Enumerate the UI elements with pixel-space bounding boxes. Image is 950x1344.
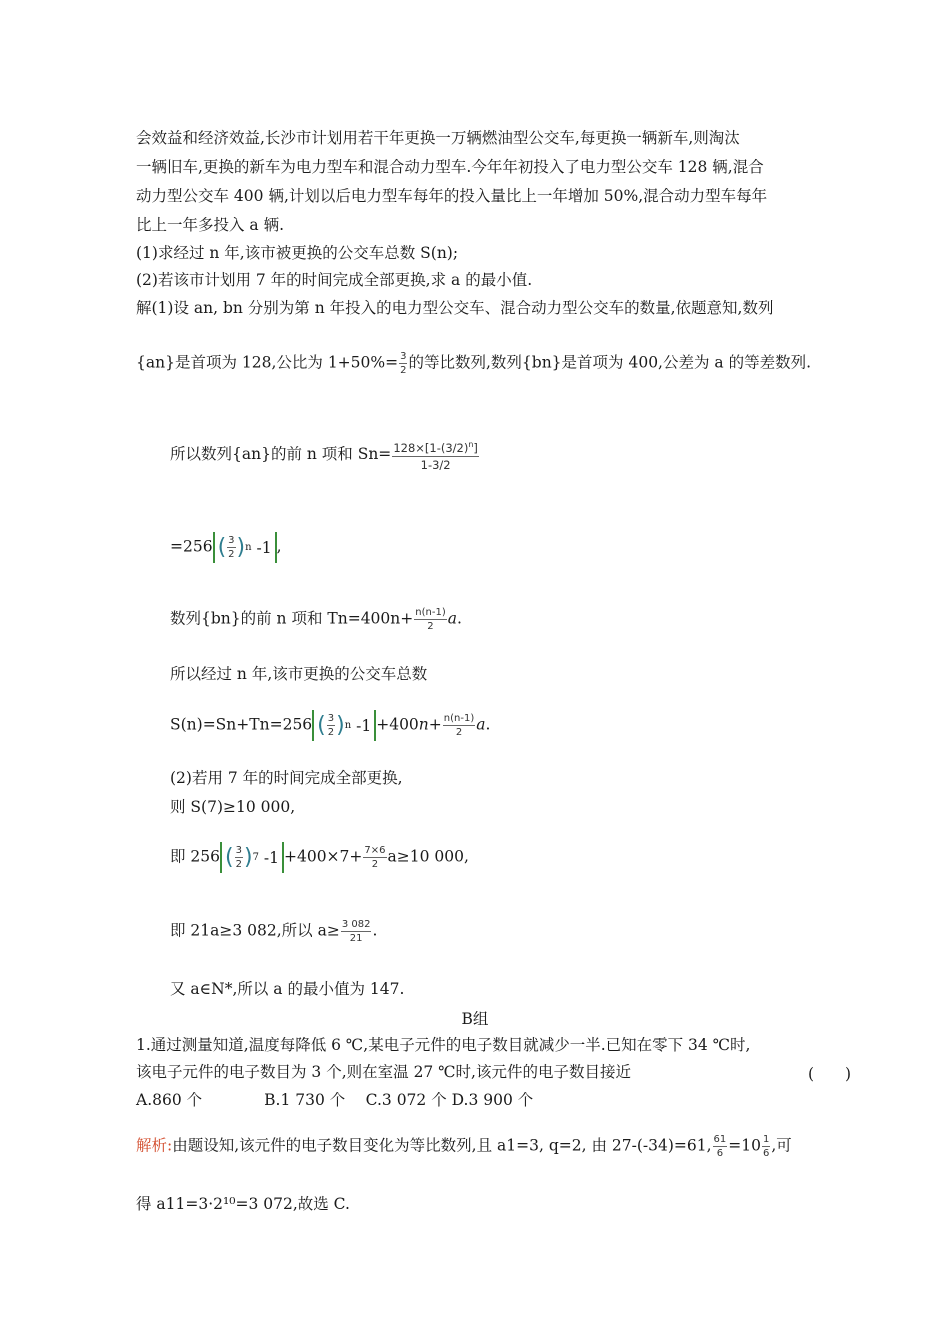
b-question-line-2: 该电子元件的电子数目为 3 个,则在室温 27 ℃时,该元件的电子数目接近 [136, 1063, 631, 1081]
analysis-text: 由题设知,该元件的电子数目变化为等比数列,且 a1=3, q=2, 由 27-(-34)=61, [172, 1136, 712, 1155]
sn-total-label: S(n)=Sn+Tn=256 [170, 715, 313, 734]
sum-simplified-label: =256 [170, 537, 213, 556]
problem-line-3: 动力型公交车 400 辆,计划以后电力型车每年的投入量比上一年增加 50%,混合动力型车每年 [136, 187, 768, 205]
solution-line-2 [136, 350, 811, 377]
tn-label: 数列{bn}的前 n 项和 Tn=400n+ [170, 609, 414, 628]
problem-line-4: 比上一年多投入 a 辆. [136, 216, 285, 234]
inequality-c: a≥10 000, [387, 847, 469, 866]
section-b-title: B组 [461, 1010, 489, 1028]
sum-simplified-line: =256 ( $\frac{3}{2}$ ) n -1 , [170, 532, 282, 563]
analysis-line: 解析:由题设知,该元件的电子数目变化为等比数列,且 a1=3, q=2, 由 27-(-34)=61, $\frac{61}{6}$ =10 $\frac{1}{6}$ ,可 [136, 1134, 792, 1159]
solution-line-8: (2)若用 7 年的时间完成全部更换, [170, 769, 403, 787]
tn-fraction: $\frac{n(n-1)}{2}$ [415, 607, 446, 632]
result-label: 即 21a≥3 082,所以 a≥ [170, 921, 340, 940]
analysis-tail: =10 [728, 1136, 761, 1155]
answer-blank: ( ) [808, 1065, 852, 1083]
answer-options: A.860 个 B.1 730 个 C.3 072 个 D.3 900 个 [136, 1091, 534, 1109]
tn-line: 数列{bn}的前 n 项和 Tn=400n+ $\frac{n(n-1)}{2}$ a. [170, 607, 462, 632]
bracket-expression: ( $\frac{3}{2}$ ) n -1 [213, 532, 277, 563]
analysis-end: ,可 [771, 1136, 792, 1155]
analysis-line-2: 得 a11=3·2¹⁰=3 072,故选 C. [136, 1195, 350, 1213]
analysis-label: 解析: [136, 1136, 173, 1155]
solution-line-2b: 的等比数列,数列{bn}是首项为 400,公差为 a 的等差数列. [408, 353, 812, 372]
problem-line-2: 一辆旧车,更换的新车为电力型车和混合动力型车.今年年初投入了电力型公交车 128 辆,混合 [136, 158, 764, 176]
sn-total-line: S(n)=Sn+Tn=256 ( $\frac{3}{2}$ ) n -1 +400n+ $\frac{n(n-1)}{2}$ a. [170, 710, 490, 741]
question-1: (1)求经过 n 年,该市被更换的公交车总数 S(n); [136, 244, 459, 262]
ratio-fraction: $\frac{3}{2}$ [400, 351, 407, 376]
question-2: (2)若该市计划用 7 年的时间完成全部更换,求 a 的最小值. [136, 271, 533, 289]
inequality-a: 即 256 [170, 847, 221, 866]
solution-line-12: 又 a∈N*,所以 a 的最小值为 147. [170, 980, 405, 998]
bracket-expression-2: ( $\frac{3}{2}$ ) n -1 [312, 710, 376, 741]
sum-formula-line [170, 437, 480, 473]
problem-line-1: 会效益和经济效益,长沙市计划用若干年更换一万辆燃油型公交车,每更换一辆新车,则淘汰 [136, 129, 740, 147]
b-question-line-1: 1.通过测量知道,温度每降低 6 ℃,某电子元件的电子数目就减少一半.已知在零下 34 ℃时, [136, 1036, 751, 1054]
inequality-b: +400×7+ [283, 847, 363, 866]
result-fraction: $\frac{3 082}{21}$ [341, 919, 371, 944]
result-line: 即 21a≥3 082,所以 a≥ $\frac{3 082}{21}$ . [170, 919, 378, 944]
sum-label: 所以数列{an}的前 n 项和 Sn= [170, 444, 392, 463]
sum-fraction: $\frac{128\times[1-(3/2)^n]}{1-3/2}$ [392, 437, 479, 473]
solution-line-9: 则 S(7)≥10 000, [170, 798, 296, 816]
solution-line-1: 解(1)设 an, bn 分别为第 n 年投入的电力型公交车、混合动力型公交车的数量,依题意知,数列 [136, 299, 774, 317]
solution-line-6: 所以经过 n 年,该市更换的公交车总数 [170, 665, 428, 683]
solution-line-2a: {an}是首项为 128,公比为 1+50%= [136, 353, 399, 372]
inequality-line: 即 256 ( $\frac{3}{2}$ ) 7 -1 +400×7+ $\frac{7\times 6}{2}$ a≥10 000, [170, 842, 469, 873]
bracket-expression-3: ( $\frac{3}{2}$ ) 7 -1 [220, 842, 284, 873]
